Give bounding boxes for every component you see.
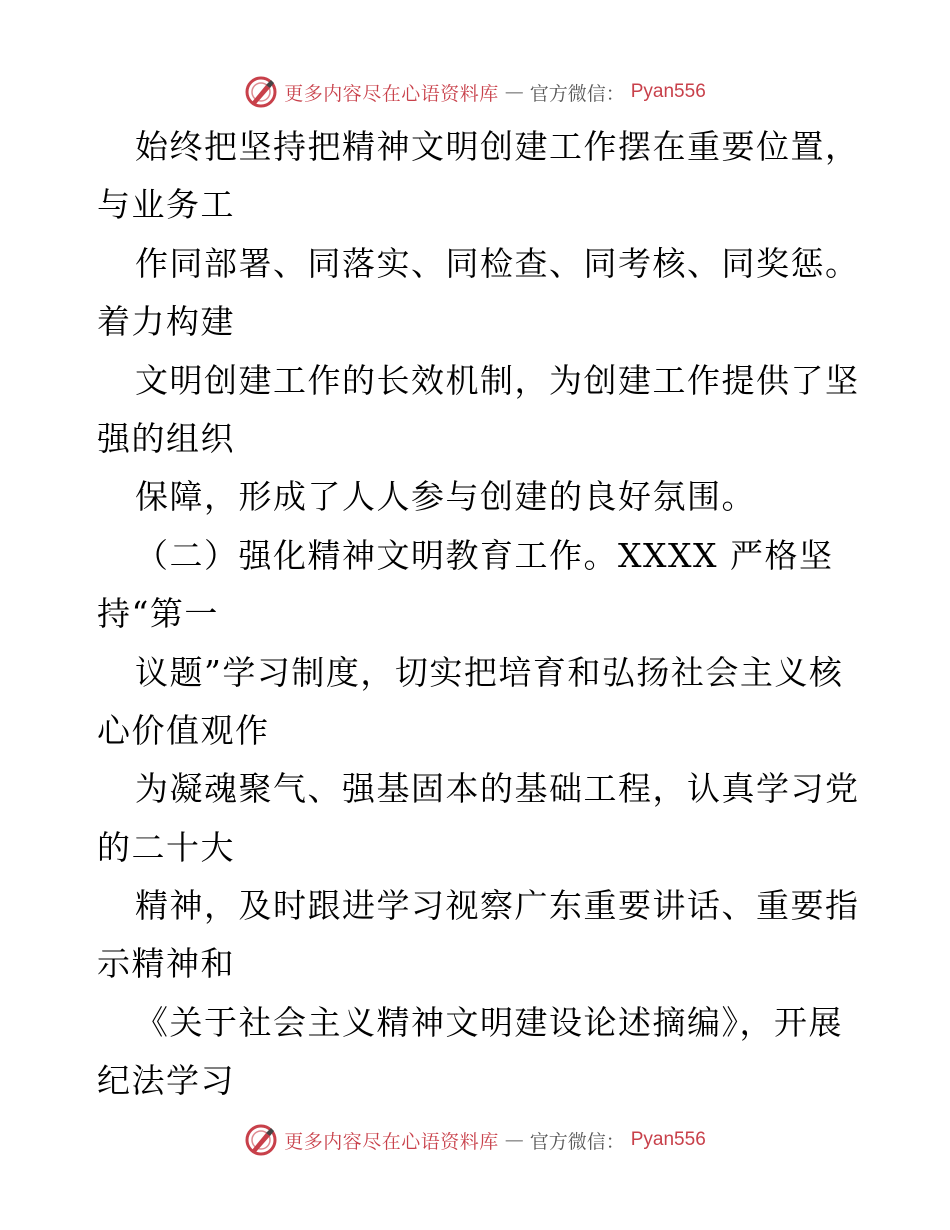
text-line: 持“第一 (97, 594, 219, 634)
pen-logo-icon (244, 1123, 278, 1157)
text-line: 与业务工 (97, 185, 235, 225)
watermark-separator: — (504, 1129, 524, 1151)
text-line: 着力构建 (97, 302, 235, 342)
text-line: 示精神和 (97, 944, 235, 984)
text-line: 始终把坚持把精神文明创建工作摆在重要位置， (135, 127, 860, 166)
text-line: 精神，及时跟进学习视察广东重要讲话、重要指 (135, 886, 860, 926)
text-line: 《关于社会主义精神文明建设论述摘编》，开展 (135, 1002, 843, 1042)
watermark-group (244, 75, 706, 109)
watermark-wechat-id: Pyan556 (630, 1129, 706, 1150)
text-line: 保障，形成了人人参与创建的良好氛围。 (135, 477, 756, 517)
text-line: 议题”学习制度，切实把培育和弘扬社会主义核 (135, 652, 844, 692)
text-line: （二）强化精神文明教育工作。XXXX 严格坚 (135, 535, 834, 575)
watermark-separator: — (504, 81, 524, 103)
header-watermark (0, 72, 950, 112)
text-line: 心价值观作 (97, 710, 270, 750)
footer-watermark (0, 1120, 950, 1160)
watermark-group (244, 1123, 706, 1157)
text-line: 文明创建工作的长效机制，为创建工作提供了坚 (135, 360, 860, 400)
watermark-site-text: 更多内容尽在心语资料库 (284, 1130, 499, 1153)
watermark-wechat-label: 官方微信： (529, 82, 625, 105)
watermark-wechat-id: Pyan556 (630, 81, 706, 102)
text-line: 作同部署、同落实、同检查、同考核、同奖惩。 (135, 243, 860, 283)
text-line: 纪法学习 (97, 1061, 235, 1101)
watermark-site-text: 更多内容尽在心语资料库 (284, 82, 499, 105)
text-line: 的二十大 (97, 827, 235, 867)
pen-logo-icon (244, 75, 278, 109)
watermark-wechat-label: 官方微信： (529, 1130, 625, 1153)
text-line: 为凝魂聚气、强基固本的基础工程，认真学习党 (135, 769, 860, 809)
document-body (97, 118, 860, 1111)
text-line: 强的组织 (97, 418, 235, 458)
